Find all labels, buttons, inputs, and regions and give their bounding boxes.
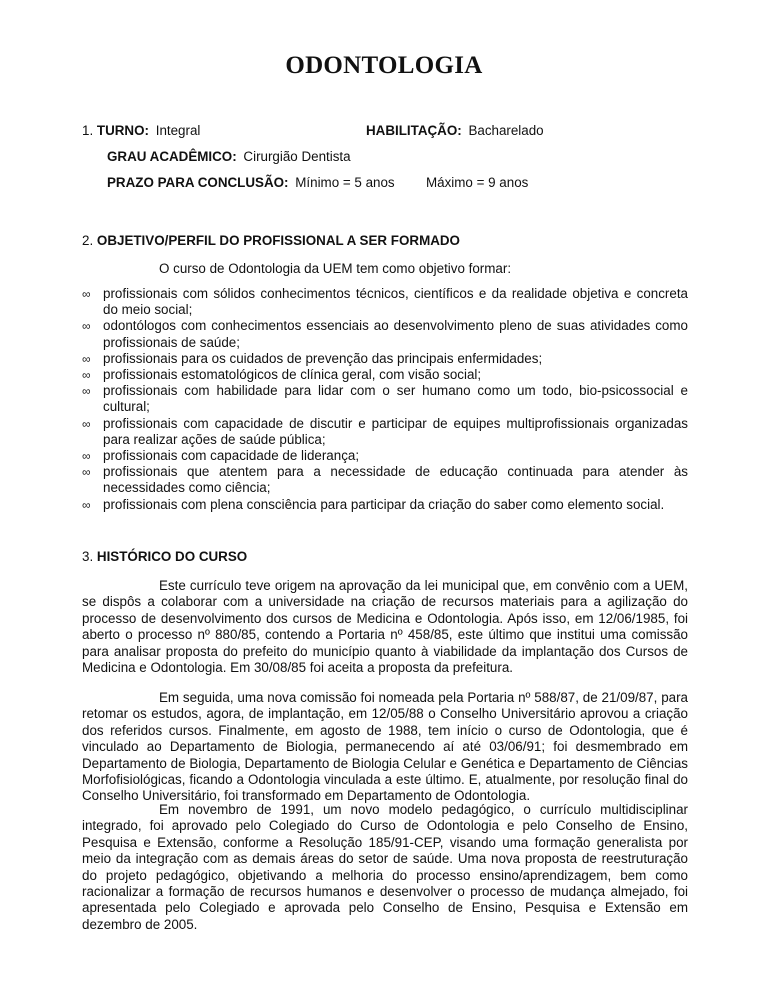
document-title: ODONTOLOGIA [285,52,483,79]
section2-heading [82,233,460,248]
section2-number: 2. [82,233,94,248]
list-item: ∞ odontólogos com conhecimentos essenciais ao desenvolvimento pleno de suas atividades como profissionais de saúde; [82,318,688,350]
turno-value: Integral [155,123,201,138]
history-paragraph-2: Em seguida, uma nova comissão foi nomeada pela Portaria nº 588/87, de 21/09/87, para retomar os estudos, agora, de implantação, em 12/05/88 o Conselho Universitário aprovou a criação dos referidos cursos. Finalmente, em agosto de 1988, tem início o curso de Odontologia, que é vinculado ao Departamento de Biologia, permanecendo aí até 03/06/91; foi desmembrado em Departamento de Biologia, Departamento de Biologia Celular e Genética e Departamento de Ciências Morfofisiológicas, ficando a Odontologia vinculada a este último. E, atualmente, por resolução final do Conselho Universitário, foi transformado em Departamento de Odontologia. [82,690,688,804]
turno-label: TURNO: [96,123,149,138]
turno-row [82,123,200,138]
infinity-bullet-icon: ∞ [82,319,91,334]
list-item: ∞ profissionais com habilidade para lidar com o ser humano como um todo, bio-psicossocial e cultural; [82,383,688,415]
infinity-bullet-icon: ∞ [82,351,91,366]
prazo-row [107,175,395,190]
prazo-min: Mínimo = 5 anos [295,175,395,190]
infinity-bullet-icon: ∞ [82,384,91,399]
grau-label: GRAU ACADÊMICO: [107,149,237,164]
section1-number: 1. [82,123,94,138]
grau-value: Cirurgião Dentista [243,149,351,164]
grau-row [107,149,351,164]
list-item: ∞ profissionais para os cuidados de prevenção das principais enfermidades; [82,350,543,366]
list-item: ∞ profissionais que atentem para a necessidade de educação continuada para atender às necessidades como ciência; [82,464,688,496]
list-item: ∞ profissionais com capacidade de discutir e participar de equipes multiprofissionais organizadas para realizar ações de saúde pública; [82,415,688,447]
section3-heading [82,549,247,564]
infinity-bullet-icon: ∞ [82,449,91,464]
prazo-max: Máximo = 9 anos [426,175,529,190]
section2-lead: O curso de Odontologia da UEM tem como objetivo formar: [159,261,512,276]
list-item: ∞ profissionais com sólidos conhecimentos técnicos, científicos e da realidade objetiva e concreta do meio social; [82,286,688,318]
habilitacao-label: HABILITAÇÃO: [366,123,462,138]
objectives-list [82,286,688,513]
list-item: ∞ profissionais com plena consciência para participar da criação do saber como elemento social. [82,496,665,512]
list-item: ∞ profissionais estomatológicos de clínica geral, com visão social; [82,367,482,383]
infinity-bullet-icon: ∞ [82,497,91,512]
section2-title: OBJETIVO/PERFIL DO PROFISSIONAL A SER FORMADO [96,233,460,248]
list-item: ∞ profissionais com capacidade de liderança; [82,448,360,464]
habilitacao-row [366,123,544,138]
history-paragraph-1: Este currículo teve origem na aprovação da lei municipal que, em convênio com a UEM, se dispôs a colaborar com a universidade na criação de recursos materiais para a agilização do processo de desenvolvimento dos cursos de Medicina e Odontologia. Após isso, em 12/06/1985, foi aberto o processo nº 880/85, contendo a Portaria nº 458/85, este último que institui uma comissão para analisar proposta do prefeito do município quanto à viabilidade da implantação dos Cursos de Medicina e Odontologia. Em 30/08/85 foi aceita a proposta da prefeitura. [82,578,688,676]
prazo-label: PRAZO PARA CONCLUSÃO: [107,175,289,190]
habilitacao-value: Bacharelado [468,123,544,138]
section3-title: HISTÓRICO DO CURSO [96,549,248,564]
infinity-bullet-icon: ∞ [82,465,91,480]
infinity-bullet-icon: ∞ [82,416,91,431]
infinity-bullet-icon: ∞ [82,287,91,301]
infinity-bullet-icon: ∞ [82,368,91,383]
history-paragraph-3: Em novembro de 1991, um novo modelo pedagógico, o currículo multidisciplinar integrado, foi aprovado pelo Colegiado do Curso de Odontologia e pelo Conselho de Ensino, Pesquisa e Extensão, conforme a Resolução 185/91-CEP, visando uma formação generalista por meio da integração com as demais áreas do setor de saúde. Uma nova proposta de reestruturação do projeto pedagógico, objetivando a melhoria do processo ensino/aprendizagem, bem como racionalizar a formação de recursos humanos e desenvolver o processo de mudança almejado, foi apresentada pelo Colegiado e aprovada pelo Conselho de Ensino, Pesquisa e Extensão em dezembro de 2005. [82,802,688,932]
section3-number: 3. [82,549,94,564]
